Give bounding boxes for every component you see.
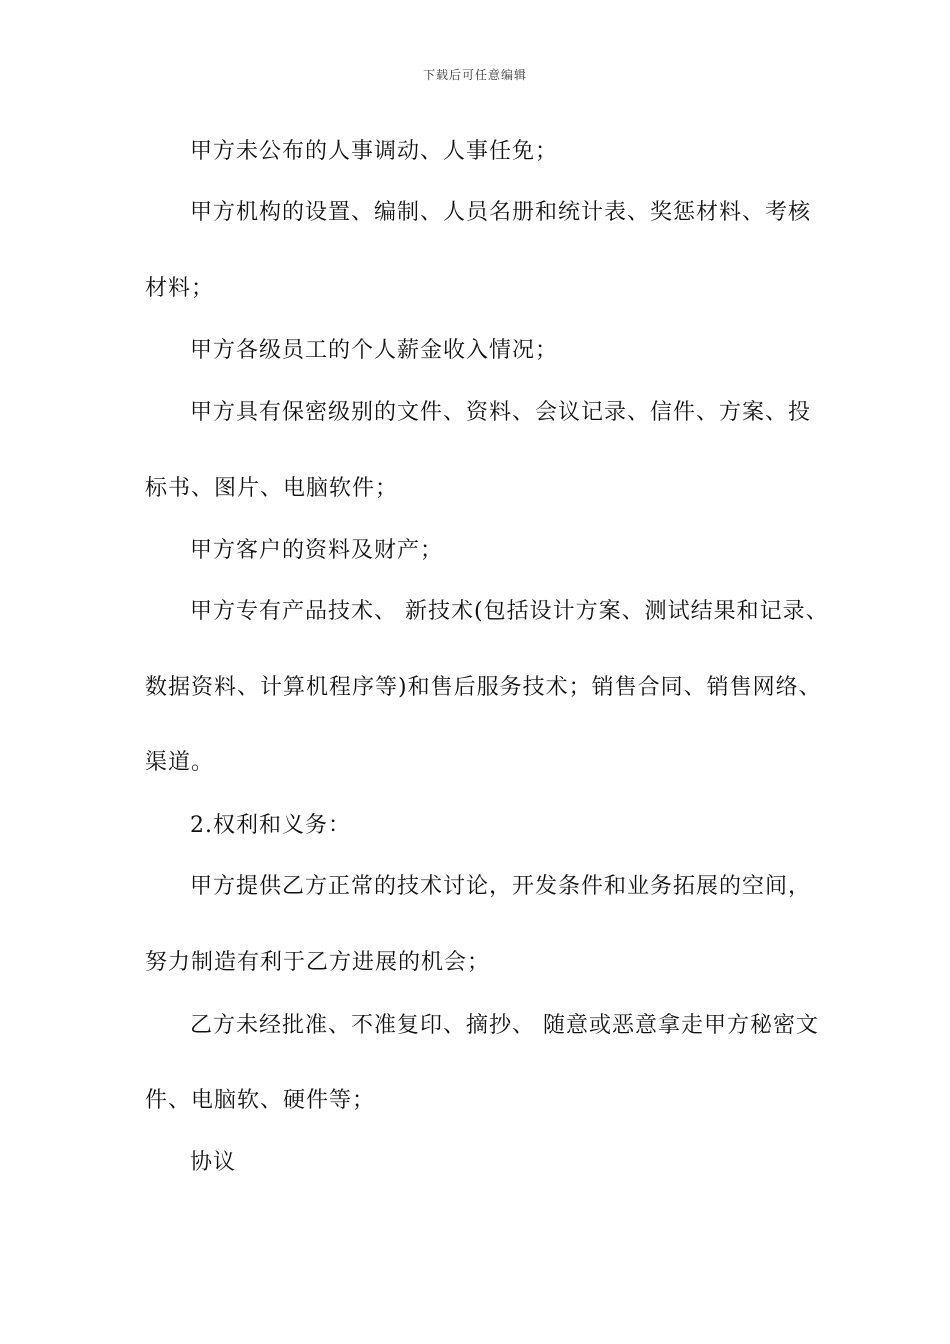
paragraph-line: 协议 [190, 1150, 237, 1175]
paragraph-line: 甲方机构的设置、编制、人员名册和统计表、奖惩材料、考核 [190, 200, 812, 225]
paragraph-line: 渠道。 [145, 750, 215, 775]
paragraph-line: 数据资料、计算机程序等)和售后服务技术；销售合同、销售网络、 [145, 675, 822, 700]
paragraph-line: 材料； [145, 276, 215, 301]
paragraph-line: 努力制造有利于乙方进展的机会； [145, 950, 491, 975]
paragraph-line: 乙方未经批准、不准复印、摘抄、 随意或恶意拿走甲方秘密文 [190, 1013, 819, 1038]
paragraph-line: 甲方客户的资料及财产； [190, 538, 444, 563]
paragraph-line: 甲方具有保密级别的文件、资料、会议记录、信件、方案、投 [190, 400, 812, 425]
section-heading: 2.权利和义务： [190, 813, 351, 838]
paragraph-line: 件、电脑软、硬件等； [145, 1088, 376, 1113]
paragraph-line: 甲方各级员工的个人薪金收入情况； [190, 338, 559, 363]
paragraph-line: 甲方专有产品技术、 新技术(包括设计方案、测试结果和记录、 [190, 599, 829, 624]
paragraph-line: 甲方提供乙方正常的技术讨论，开发条件和业务拓展的空间， [190, 874, 812, 899]
paragraph-line: 标书、图片、电脑软件； [145, 476, 399, 501]
paragraph-line: 甲方未公布的人事调动、人事任免； [190, 139, 559, 164]
page-header: 下载后可任意编辑 [422, 68, 527, 82]
